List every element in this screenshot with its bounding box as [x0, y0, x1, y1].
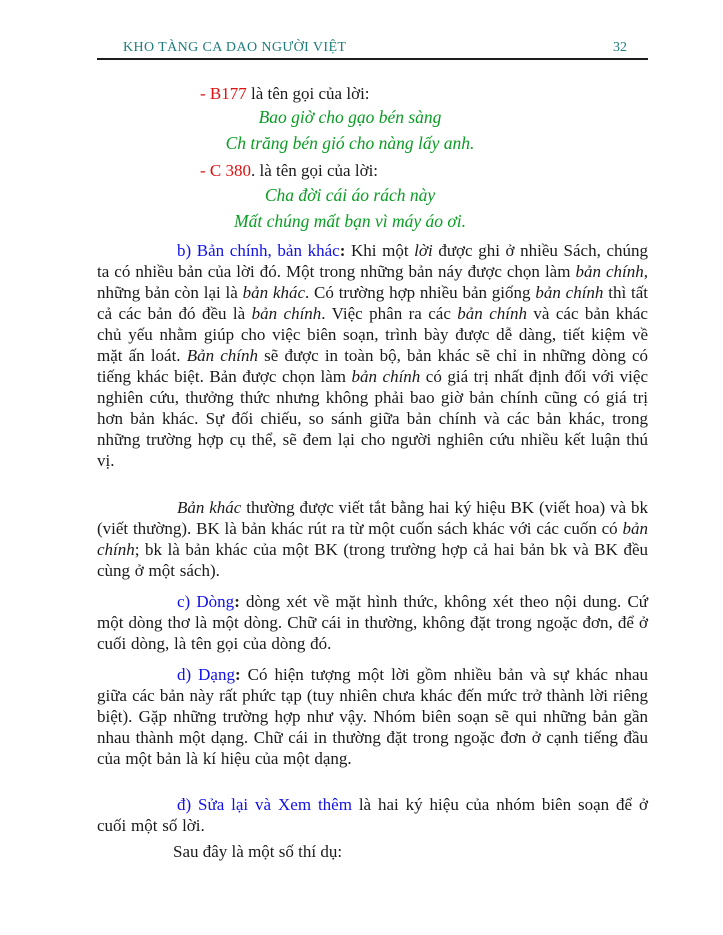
verse-couplet-1: [97, 104, 603, 156]
paragraph-sua-lai-xem-them: [97, 794, 648, 836]
page-header-title: KHO TÀNG CA DAO NGƯỜI VIỆT: [123, 40, 347, 55]
verse-couplet-2: [97, 182, 603, 234]
text-segment: bản chính: [575, 262, 644, 281]
header-rule: [97, 58, 648, 60]
closing-line: Sau đây là một số thí dụ:: [173, 842, 343, 861]
verse-line: Cha đời cái áo rách này: [264, 185, 436, 205]
text-segment: b) Bản chính, bản khác: [177, 241, 340, 260]
text-segment: bản chính: [351, 367, 421, 386]
text-segment: ; bk là bản khác của một BK (trong trường hợp cả hai bản bk và BK đều cùng ở một sách).: [97, 540, 648, 580]
text-segment: đ) Sửa lại và Xem thêm: [177, 795, 352, 814]
text-segment: . là tên gọi của lời:: [251, 161, 379, 180]
paragraph-dong: [97, 591, 648, 654]
text-segment: . Có trường hợp nhiều bản giống: [305, 283, 536, 302]
ref-line-c380: [200, 161, 640, 181]
verse-line: Bao giờ cho gạo bén sàng: [258, 107, 442, 127]
ref-line-b177: [200, 84, 640, 104]
text-segment: được ghi ở nhiều Sách, chúng ta có nhiều bản của lời đó. Một trong những bản náy được chọn làm: [97, 241, 648, 281]
paragraph-dang: [97, 664, 648, 769]
text-segment: :: [234, 592, 240, 611]
text-segment: dòng xét về mặt hình thức, không xét theo nội dung. Cứ một dòng thơ là một dòng. Chữ cái in thường, không đặt trong ngoặc đơn, để ở cuối dòng, là tên gọi của dòng đó.: [97, 592, 649, 653]
text-segment: sẽ được in toàn bộ, bản khác sẽ chỉ in những dòng có tiếng khác biệt. Bản được chọn làm: [97, 346, 649, 386]
text-segment: bản chính: [457, 304, 527, 323]
text-segment: lời: [414, 241, 433, 260]
text-segment: có giá trị nhất định đối với việc nghiên cứu, thưởng thức nhưng không phải bao giờ bản chính cũng có giá trị hơn bản khác. Sự đối chiếu, so sánh giữa bản chính và các bản khác, trong những trường hợp cụ thể, sẽ đem lại cho người nghiên cứu nhiều kết luận thú vị.: [97, 367, 648, 470]
text-segment: d) Dạng: [177, 665, 235, 684]
text-segment: là hai ký hiệu của nhóm biên soạn để ở cuối một số lời.: [97, 795, 648, 835]
text-segment: Bản chính: [186, 346, 258, 365]
text-segment: Bản khác: [177, 498, 242, 517]
text-segment: :: [339, 241, 346, 260]
paragraph-bk-abbreviations: [97, 497, 648, 581]
text-segment: :: [234, 665, 241, 684]
paragraph-ban-chinh-ban-khac: [97, 240, 648, 471]
text-segment: thì tất cả các bản đó đều là: [97, 283, 648, 323]
text-segment: Khi một: [345, 241, 415, 260]
text-segment: bản chính: [97, 519, 648, 559]
text-segment: - B177: [200, 84, 251, 103]
text-segment: - C 380: [200, 161, 251, 180]
text-segment: Có hiện tượng một lời gồm nhiều bản và sự khác nhau giữa các bản này rất phức tạp (tuy nhiên chưa khác đến mức trở thành lời riêng biệt). Gặp những trường hợp như vậy. Nhóm biên soạn sẽ qui những bản gần nhau thành một dạng. Chữ cái in thường đặt trong ngoặc đơn ở cạnh tiếng đầu của một bản là kí hiệu của một dạng.: [97, 665, 649, 768]
verse-line: Mất chúng mất bạn vì máy áo ơi.: [234, 211, 466, 231]
text-segment: . Việc phân ra các: [321, 304, 458, 323]
text-segment: c) Dòng: [177, 592, 235, 611]
page-number: 32: [613, 40, 627, 55]
text-segment: và các bản khác chủ yếu nhằm giúp cho việc biên soạn, trình bày được dễ dàng, tiết kiệm về mặt ấn loát.: [97, 304, 648, 365]
text-segment: , những bản còn lại là: [97, 262, 648, 302]
verse-line: Ch trăng bén gió cho nàng lấy anh.: [225, 133, 475, 153]
text-segment: là tên gọi của lời:: [251, 84, 370, 103]
text-segment: bản khác: [242, 283, 305, 302]
text-segment: bản chính: [251, 304, 322, 323]
text-segment: thường được viết tắt bằng hai ký hiệu BK (viết hoa) và bk (viết thường). BK là bản khác rút ra từ một cuốn sách khác với các cuốn có: [97, 498, 648, 538]
text-segment: bản chính: [535, 283, 604, 302]
